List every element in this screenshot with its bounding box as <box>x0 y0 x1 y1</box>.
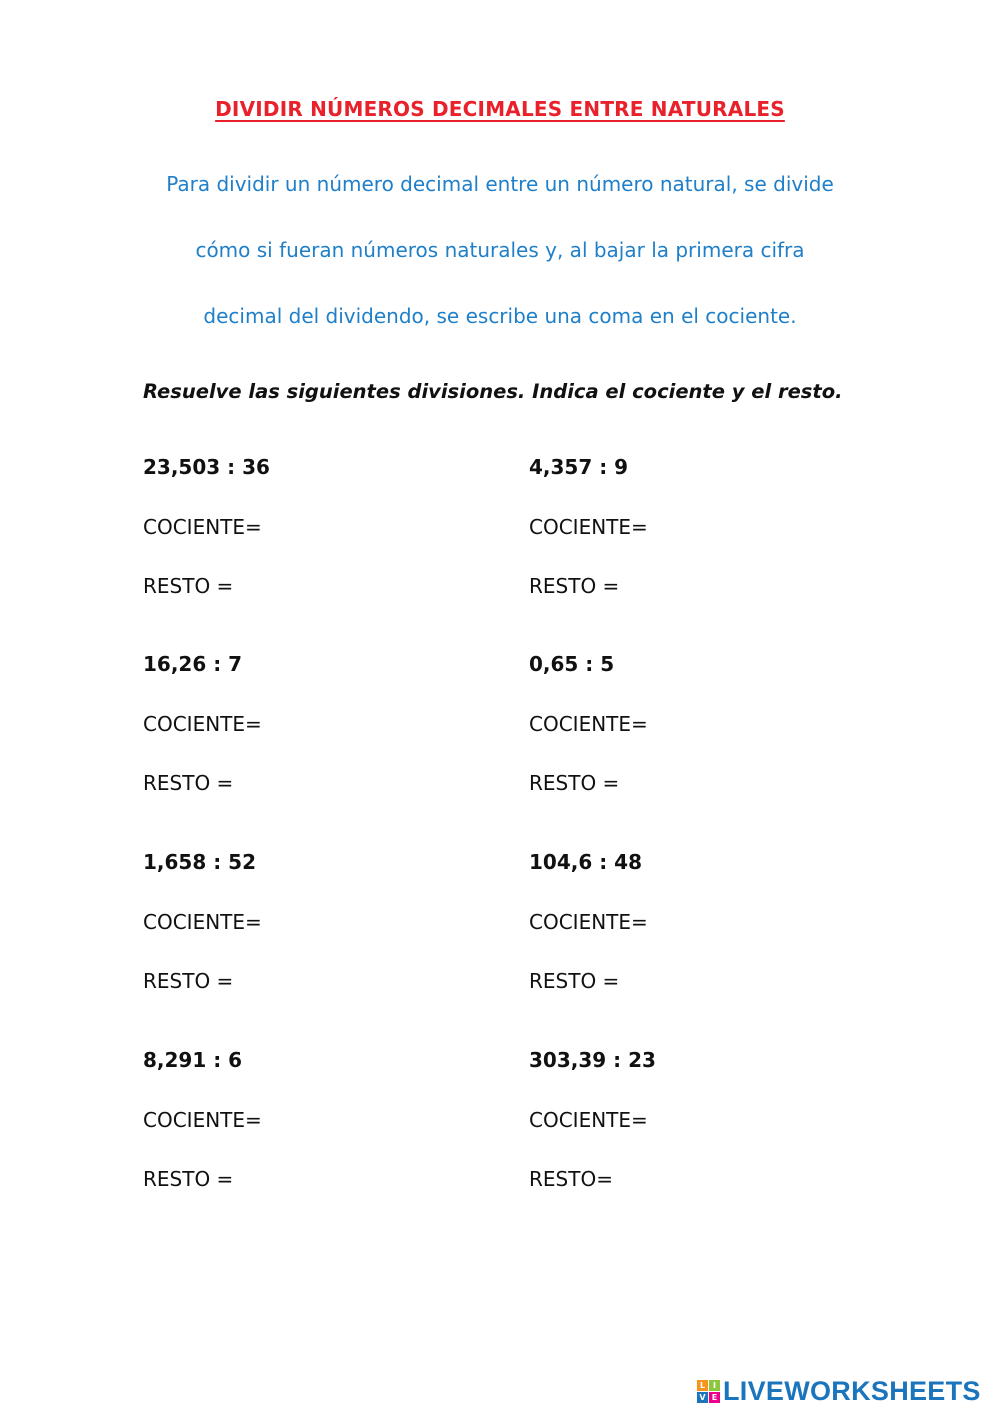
intro-line-3: decimal del dividendo, se escribe una coma en el cociente. <box>203 304 797 328</box>
exercise-operation: 1,658 : 52 <box>143 850 257 874</box>
logo-letter-i: I <box>709 1380 720 1391</box>
intro-line-1: Para dividir un número decimal entre un número natural, se divide <box>166 172 834 196</box>
logo-letter-e: E <box>709 1392 720 1403</box>
remainder-label: RESTO= <box>529 1167 613 1191</box>
quotient-label: COCIENTE= <box>143 712 262 736</box>
liveworksheets-logo[interactable] <box>697 1376 981 1406</box>
quotient-label: COCIENTE= <box>143 1108 262 1132</box>
exercise-operation: 4,357 : 9 <box>529 455 629 479</box>
exercise-operation: 303,39 : 23 <box>529 1048 656 1072</box>
exercise-operation: 104,6 : 48 <box>529 850 643 874</box>
remainder-label: RESTO = <box>143 969 234 993</box>
quotient-label: COCIENTE= <box>529 712 648 736</box>
page-title: DIVIDIR NÚMEROS DECIMALES ENTRE NATURALES <box>215 97 785 121</box>
exercise-operation: 16,26 : 7 <box>143 652 243 676</box>
logo-text: LIVEWORKSHEETS <box>723 1376 981 1406</box>
quotient-label: COCIENTE= <box>529 1108 648 1132</box>
instructions: Resuelve las siguientes divisiones. Indica el cociente y el resto. <box>143 380 843 403</box>
logo-letter-l: L <box>697 1380 708 1391</box>
logo-letter-v: V <box>697 1392 708 1403</box>
quotient-label: COCIENTE= <box>529 910 648 934</box>
quotient-label: COCIENTE= <box>143 910 262 934</box>
exercise-operation: 8,291 : 6 <box>143 1048 243 1072</box>
exercise-operation: 23,503 : 36 <box>143 455 270 479</box>
remainder-label: RESTO = <box>143 1167 234 1191</box>
remainder-label: RESTO = <box>529 771 620 795</box>
remainder-label: RESTO = <box>529 969 620 993</box>
liveworksheets-logo-icon <box>697 1380 720 1403</box>
quotient-label: COCIENTE= <box>529 515 648 539</box>
remainder-label: RESTO = <box>143 771 234 795</box>
quotient-label: COCIENTE= <box>143 515 262 539</box>
remainder-label: RESTO = <box>143 574 234 598</box>
intro-line-2: cómo si fueran números naturales y, al bajar la primera cifra <box>195 238 805 262</box>
exercise-operation: 0,65 : 5 <box>529 652 615 676</box>
remainder-label: RESTO = <box>529 574 620 598</box>
